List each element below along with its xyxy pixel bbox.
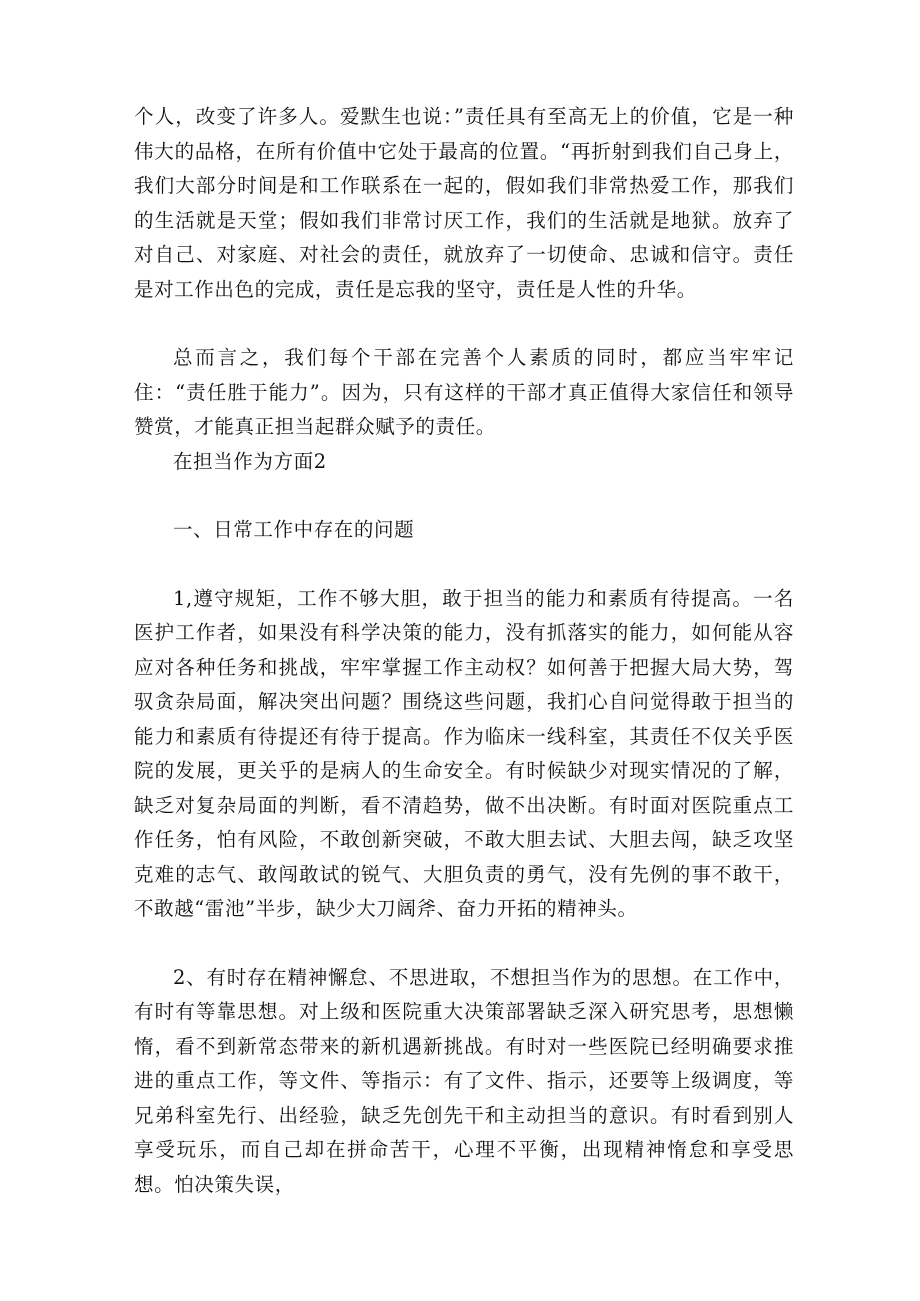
paragraph-point-1: 1,遵守规矩，工作不够大胆，敢于担当的能力和素质有待提高。一名医护工作者，如果没有科学决策的能力，没有抓落实的能力，如何能从容应对各种任务和挑战，牢牢掌握工作主动权？如何善于把握大局大势，驾驭贪杂局面，解决突出问题？围绕这些问题，我扪心自问觉得敢于担当的能力和素质有待提还有待于提高。作为临床一线科室，其责任不仅关乎医院的发展，更关乎的是病人的生命安全。有时候缺少对现实情况的了解，缺乏对复杂局面的判断，看不清趋势，做不出决断。有时面对医院重点工作任务，怕有风险，不敢创新突破，不敢大胆去试、大胆去闯，缺乏攻坚克难的志气、敢闯敢试的锐气、大胆负责的勇气，没有先例的事不敢干，不敢越“雷池”半步，缺少大刀阔斧、奋力开拓的精神头。 bbox=[134, 586, 794, 920]
paragraph-conclusion: 总而言之，我们每个干部在完善个人素质的同时，都应当牢牢记住：“责任胜于能力”。因为，只有这样的干部才真正值得大家信任和领导赞赏，才能真正担当起群众赋予的责任。 bbox=[134, 346, 794, 438]
section-heading: 在担当作为方面2 bbox=[173, 449, 327, 473]
paragraph-responsibility-value: 个人，改变了许多人。爱默生也说：”责任具有至高无上的价值，它是一种伟大的品格，在所有价值中它处于最高的位置。“再折射到我们自己身上，我们大部分时间是和工作联系在一起的，假如我们非常热爱工作，那我们的生活就是天堂；假如我们非常讨厌工作，我们的生活就是地狱。放弃了对自己、对家庭、对社会的责任，就放弃了一切使命、忠诚和信守。责任是对工作出色的完成，责任是忘我的坚守，责任是人性的升华。 bbox=[134, 105, 794, 301]
paragraph-point-2: 2、有时存在精神懈怠、不思进取，不想担当作为的思想。在工作中，有时有等靠思想。对上级和医院重大决策部署缺乏深入研究思考，思想懒惰，看不到新常态带来的新机遇新挑战。有时对一些医院已经明确要求推进的重点工作，等文件、等指示：有了文件、指示，还要等上级调度，等兄弟科室先行、出经验，缺乏先创先干和主动担当的意识。有时看到别人享受玩乐，而自己却在拼命苦干，心理不平衡，出现精神惰怠和享受思想。怕决策失误， bbox=[134, 965, 794, 1196]
subsection-heading: 一、日常工作中存在的问题 bbox=[173, 518, 415, 541]
document-body bbox=[134, 100, 794, 1202]
